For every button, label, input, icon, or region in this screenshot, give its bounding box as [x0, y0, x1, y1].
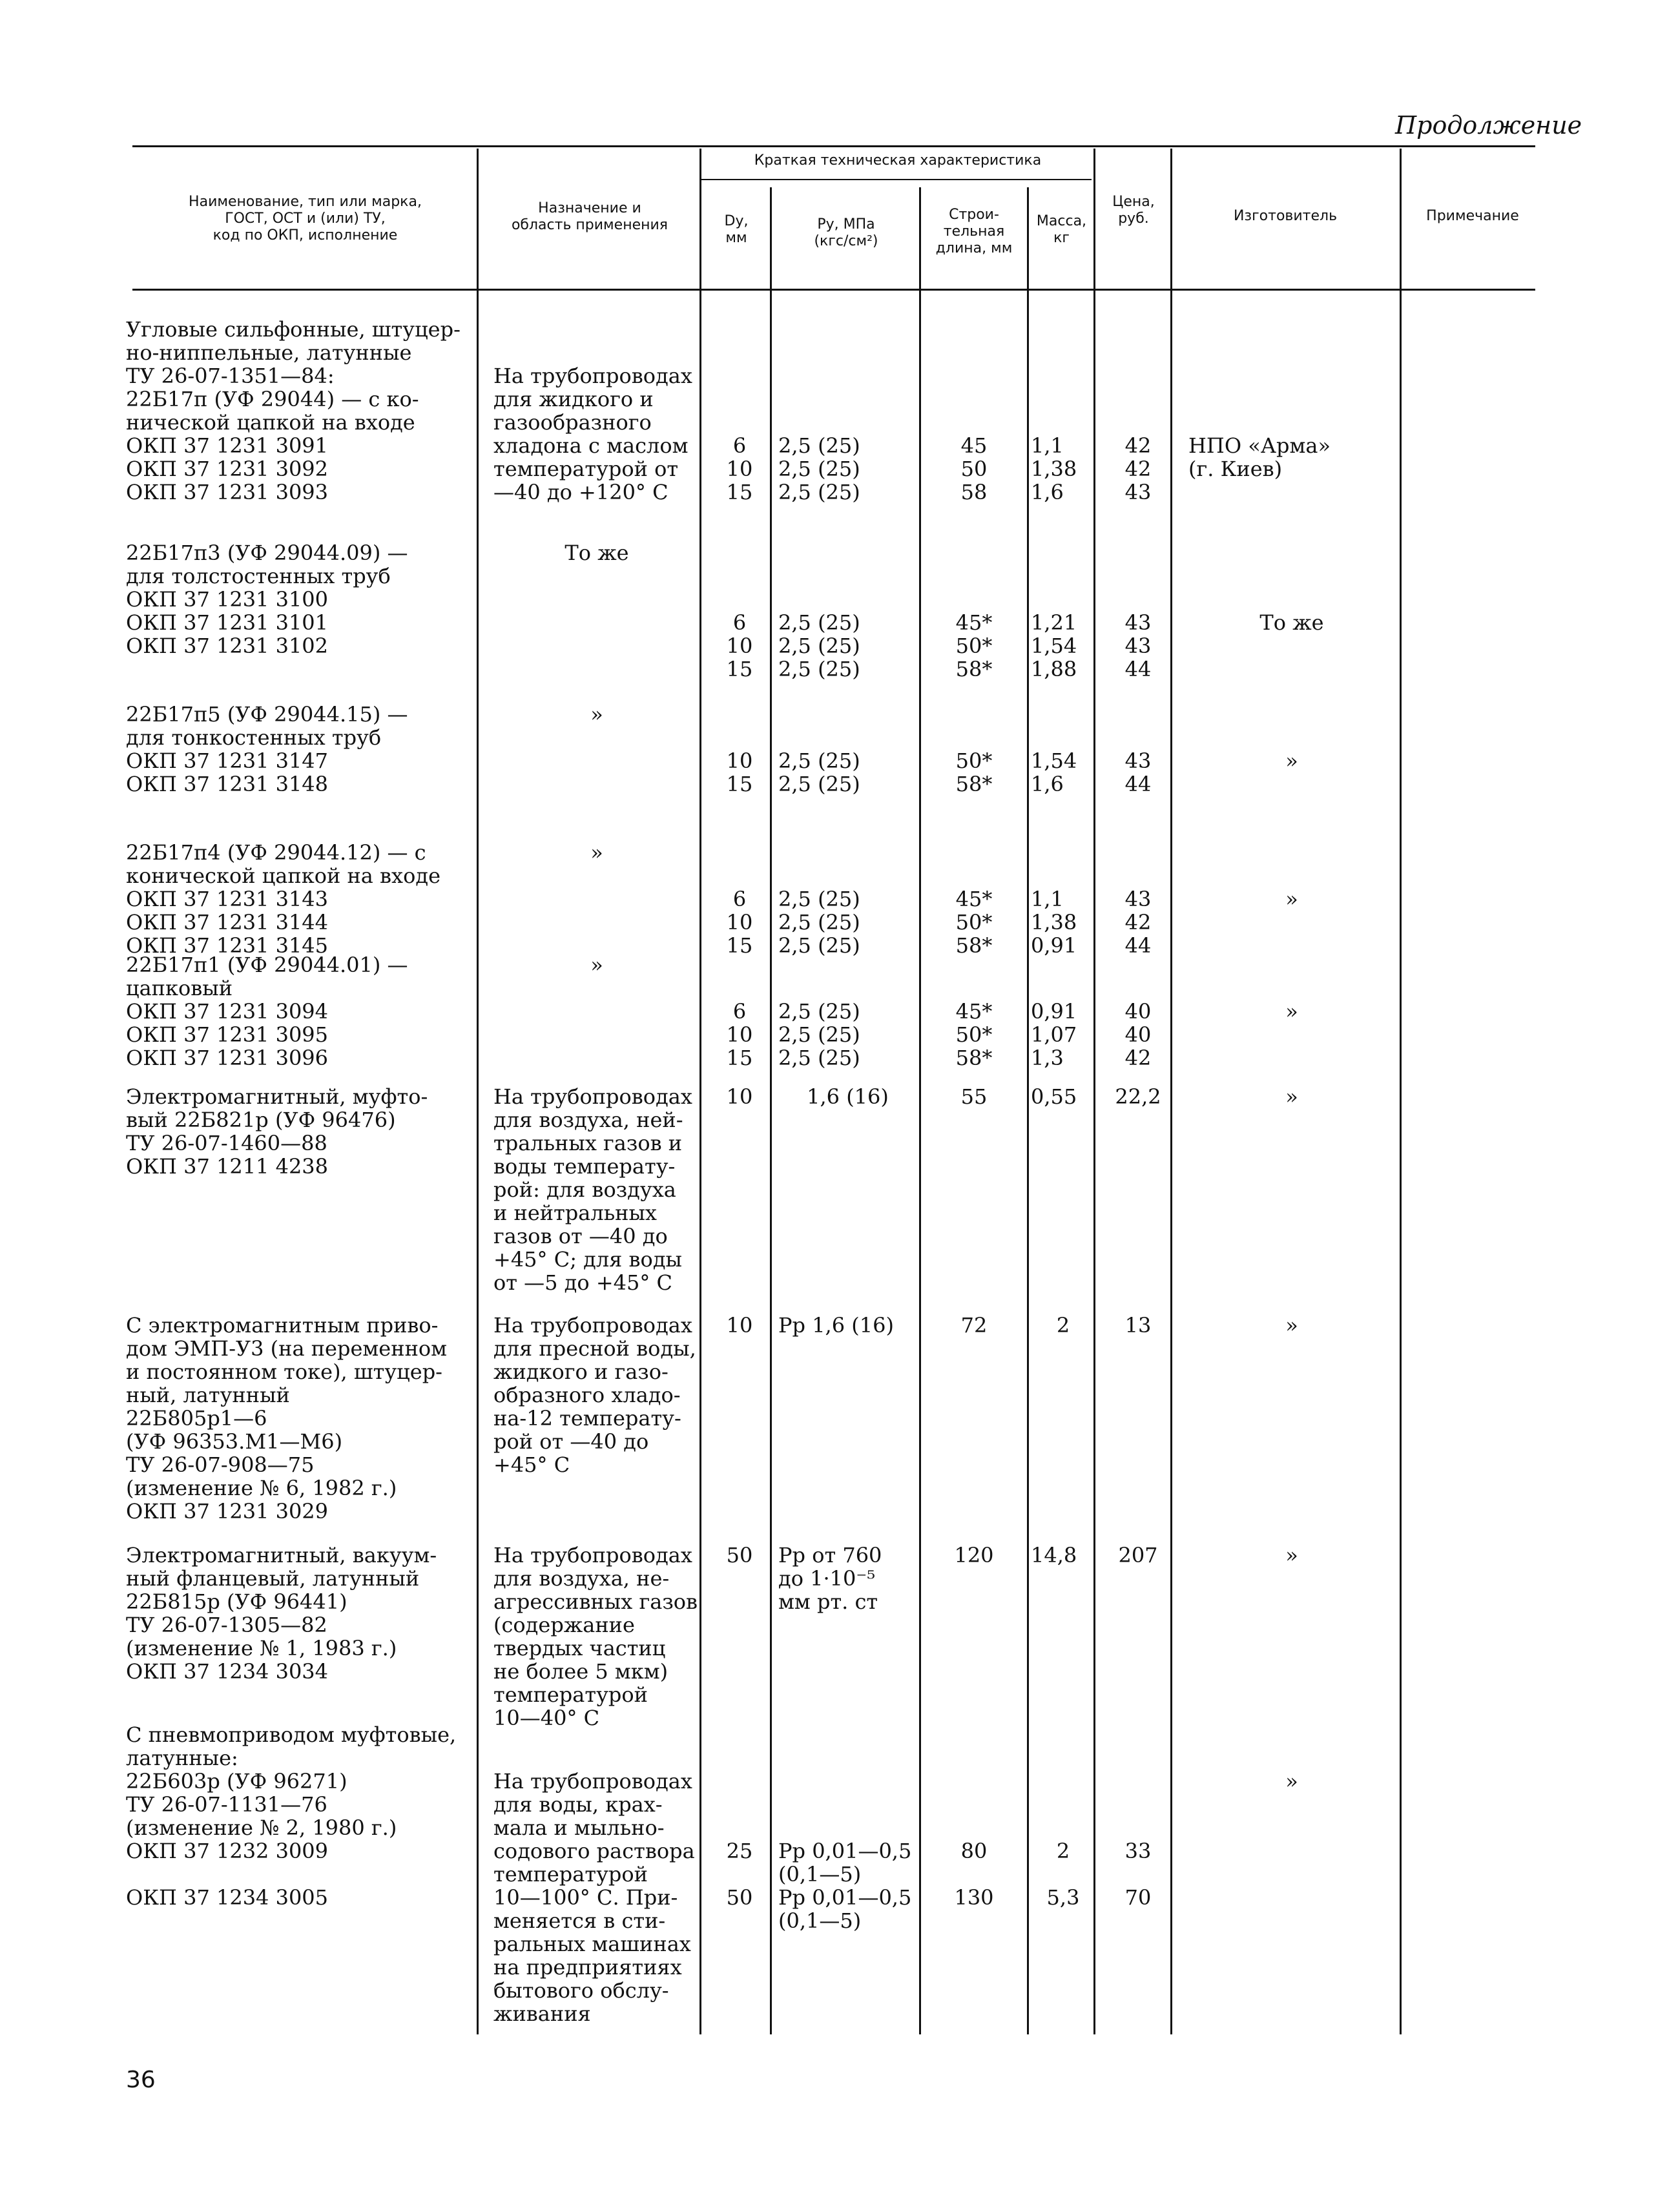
cell-maker: » [1285, 1313, 1298, 1338]
col-rule-8 [1400, 149, 1402, 2034]
header-tech-group: Краткая техническая характеристика [754, 152, 1042, 169]
col-rule-3 [770, 187, 772, 2034]
cell-price: 42 42 43 [1124, 433, 1152, 504]
cell-length: 80 130 [954, 1839, 994, 1910]
cell-mass: 0,91 1,07 1,3 [1031, 999, 1077, 1070]
cell-price: 43 43 44 [1124, 610, 1152, 681]
cell-mass: 1,1 1,38 0,91 [1031, 887, 1077, 958]
header-bottom-rule [132, 289, 1535, 291]
cell-mass: 2 5,3 [1046, 1839, 1080, 1910]
col-rule-4 [919, 187, 921, 2034]
cell-dy: 6 10 15 [726, 999, 753, 1070]
cell-maker: » [1285, 749, 1298, 773]
cell-maker: » [1285, 999, 1298, 1024]
cell-py: 1,6 (16) [807, 1084, 889, 1109]
cell-maker: » [1285, 1084, 1298, 1109]
cell-purpose: На трубопроводах для пресной воды, жидкого и газо- образного хладо- на-12 температу- рой от —40 до +45° С [493, 1313, 696, 1477]
cell-py: 2,5 (25) 2,5 (25) 2,5 (25) [778, 887, 860, 958]
tech-group-rule [701, 179, 1092, 180]
cell-py: Pр от 760 до 1·10⁻⁵ мм рт. ст [778, 1543, 882, 1614]
cell-py: 2,5 (25) 2,5 (25) 2,5 (25) [778, 999, 860, 1070]
cell-length: 45 50 58 [960, 433, 988, 504]
cell-maker: НПО «Арма» (г. Киев) [1188, 433, 1331, 481]
header-price: Цена, руб. [1112, 194, 1155, 227]
header-mass: Масса, кг [1036, 213, 1087, 246]
cell-price: 40 40 42 [1124, 999, 1152, 1070]
cell-length: 50* 58* [955, 749, 993, 796]
cell-purpose: На трубопроводах для жидкого и газообразного хладона с маслом температурой от —40 до +120° С [493, 364, 692, 504]
header-note: Примечание [1426, 208, 1519, 224]
cell-maker: » [1285, 1543, 1298, 1567]
cell-mass: 1,1 1,38 1,6 [1031, 433, 1077, 504]
cell-price: 43 44 [1124, 749, 1152, 796]
header-maker: Изготовитель [1233, 208, 1338, 224]
cell-name: 22Б17п3 (УФ 29044.09) — для толстостенных труб ОКП 37 1231 3100 ОКП 37 1231 3101 ОКП 37 1231 3102 [126, 541, 408, 658]
cell-name: Угловые сильфонные, штуцер- но-ниппельные, латунные ТУ 26-07-1351—84: 22Б17п (УФ 29044) — с ко- нической цапкой на входе ОКП 37 1231 3091 ОКП 37 1231 3092 ОКП 37 1231 3093 [126, 317, 461, 504]
cell-mass: 14,8 [1031, 1543, 1077, 1567]
cell-purpose: На трубопроводах для воздуха, не- агрессивных газов (содержание твердых частиц не более 5 мкм) температурой 10—40° С [493, 1543, 698, 1730]
cell-maker: То же [1259, 610, 1324, 635]
cell-py: Pр 1,6 (16) [778, 1313, 894, 1338]
cell-py: 2,5 (25) 2,5 (25) 2,5 (25) [778, 433, 860, 504]
cell-mass: 0,55 [1031, 1084, 1077, 1109]
col-rule-5 [1027, 187, 1029, 2034]
cell-dy: 50 [726, 1543, 753, 1567]
cell-dy: 10 [726, 1084, 753, 1109]
cell-name: С электромагнитным приво- дом ЭМП-У3 (на переменном и постоянном токе), штуцер- ный, латунный 22Б805р1—6 (УФ 96353.М1—М6) ТУ 26-07-908—75 (изменение № 6, 1982 г.) ОКП 37 1231 3029 [126, 1313, 448, 1524]
cell-length: 55 [960, 1084, 988, 1109]
header-name: Наименование, тип или марка, ГОСТ, ОСТ и (или) ТУ, код по ОКП, исполнение [189, 194, 422, 243]
cell-price: 33 70 [1124, 1839, 1152, 1910]
cell-purpose: » [590, 953, 603, 977]
cell-purpose: То же [565, 541, 629, 565]
cell-price: 207 [1118, 1543, 1158, 1567]
header-dy: Dу, мм [724, 213, 749, 246]
cell-name: 22Б17п1 (УФ 29044.01) — цапковый ОКП 37 1231 3094 ОКП 37 1231 3095 ОКП 37 1231 3096 [126, 953, 408, 1070]
cell-length: 45* 50* 58* [955, 999, 993, 1070]
cell-price: 43 42 44 [1124, 887, 1152, 958]
cell-length: 120 [954, 1543, 994, 1567]
cell-py: 2,5 (25) 2,5 (25) [778, 749, 860, 796]
cell-dy: 6 10 15 [726, 887, 753, 958]
page-number: 36 [126, 2067, 156, 2093]
col-rule-7 [1170, 149, 1172, 2034]
cell-name: 22Б17п5 (УФ 29044.15) — для тонкостенных труб ОКП 37 1231 3147 ОКП 37 1231 3148 [126, 702, 408, 796]
cell-py: 2,5 (25) 2,5 (25) 2,5 (25) [778, 610, 860, 681]
cell-purpose: » [590, 840, 603, 865]
cell-dy: 6 10 15 [726, 610, 753, 681]
continuation-label: Продолжение [1395, 111, 1582, 140]
cell-dy: 10 15 [726, 749, 753, 796]
cell-length: 45* 50* 58* [955, 610, 993, 681]
cell-purpose: » [590, 702, 603, 727]
cell-maker: » [1285, 887, 1298, 911]
cell-mass: 2 [1056, 1313, 1070, 1338]
cell-dy: 25 50 [726, 1839, 753, 1910]
cell-purpose: На трубопроводах для воды, крах- мала и мыльно- содового раствора температурой 10—100° С. При- меняется в сти- ральных машинах на предприятиях бытового обслу- живания [493, 1769, 695, 2026]
top-rule [132, 145, 1535, 147]
cell-name: Электромагнитный, муфто- вый 22Б821р (УФ 96476) ТУ 26-07-1460—88 ОКП 37 1211 4238 [126, 1084, 428, 1179]
cell-length: 72 [960, 1313, 988, 1338]
cell-dy: 6 10 15 [726, 433, 753, 504]
cell-dy: 10 [726, 1313, 753, 1338]
cell-mass: 1,21 1,54 1,88 [1031, 610, 1077, 681]
cell-name: 22Б17п4 (УФ 29044.12) — с конической цапкой на входе ОКП 37 1231 3143 ОКП 37 1231 3144 ОКП 37 1231 3145 [126, 840, 440, 958]
header-length: Строи- тельная длина, мм [935, 207, 1013, 256]
header-purpose: Назначение и область применения [511, 200, 668, 233]
cell-name: С пневмоприводом муфтовые, латунные: 22Б603р (УФ 96271) ТУ 26-07-1131—76 (изменение № 2, 1980 г.) ОКП 37 1232 3009 ОКП 37 1234 3005 [126, 1722, 457, 1910]
cell-maker: » [1285, 1769, 1298, 1793]
cell-purpose: На трубопроводах для воздуха, ней- тральных газов и воды температу- рой: для воздуха и нейтральных газов от —40 до +45° С; для воды от —5 до +45° С [493, 1084, 692, 1295]
cell-price: 13 [1124, 1313, 1152, 1338]
cell-py: Pр 0,01—0,5 (0,1—5) Pр 0,01—0,5 (0,1—5) [778, 1839, 912, 1933]
cell-length: 45* 50* 58* [955, 887, 993, 958]
cell-mass: 1,54 1,6 [1031, 749, 1077, 796]
header-py: Pу, МПа (кгс/см²) [814, 216, 878, 249]
cell-name: Электромагнитный, вакуум- ный фланцевый, латунный 22Б815р (УФ 96441) ТУ 26-07-1305—82 (изменение № 1, 1983 г.) ОКП 37 1234 3034 [126, 1543, 437, 1684]
cell-price: 22,2 [1115, 1084, 1161, 1109]
